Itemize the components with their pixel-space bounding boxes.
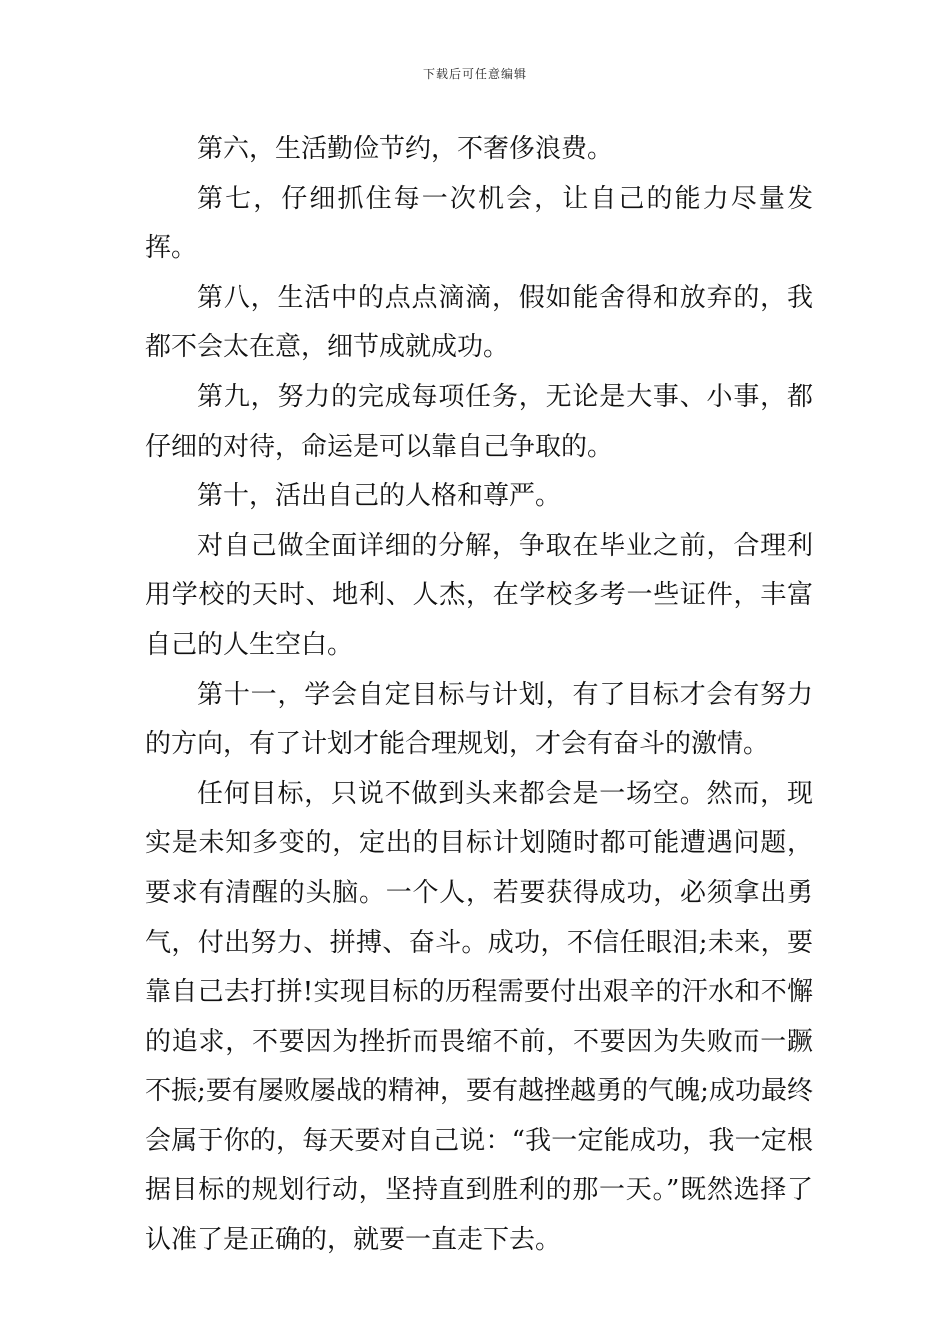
paragraph-eighth: 第八，生活中的点点滴滴，假如能舍得和放弃的，我都不会太在意，细节成就成功。 xyxy=(145,282,813,363)
paragraph-sixth: 第六，生活勤俭节约，不奢侈浪费。 xyxy=(197,134,614,164)
paragraph-conclusion: 任何目标，只说不做到头来都会是一场空。然而，现实是未知多变的，定出的目标计划随时都可能遭遇问题，要求有清醒的头脑。一个人，若要获得成功，必须拿出勇气，付出努力、拼搏、奋斗。成功，不信任眼泪;未来，要靠自己去打拼!实现目标的历程需要付出艰辛的汗水和不懈的追求，不要因为挫折而畏缩不前，不要因为失败而一蹶不振;要有屡败屡战的精神，要有越挫越勇的气魄;成功最终会属于你的，每天要对自己说：“我一定能成功，我一定根据目标的规划行动，坚持直到胜利的那一天。”既然选择了认准了是正确的，就要一直走下去。 xyxy=(145,778,813,1256)
paragraph-self-analysis: 对自己做全面详细的分解，争取在毕业之前，合理利用学校的天时、地利、人杰，在学校多考一些证件，丰富自己的人生空白。 xyxy=(145,530,813,660)
paragraph-seventh: 第七，仔细抓住每一次机会，让自己的能力尽量发挥。 xyxy=(145,183,813,264)
paragraph-tenth: 第十，活出自己的人格和尊严。 xyxy=(197,481,562,512)
paragraph-ninth: 第九，努力的完成每项任务，无论是大事、小事，都仔细的对待，命运是可以靠自己争取的。 xyxy=(145,381,813,462)
header-note: 下载后可任意编辑 xyxy=(422,67,527,81)
paragraph-eleventh: 第十一，学会自定目标与计划，有了目标才会有努力的方向，有了计划才能合理规划，才会有奋斗的激情。 xyxy=(145,679,813,760)
body-text xyxy=(145,125,813,1266)
